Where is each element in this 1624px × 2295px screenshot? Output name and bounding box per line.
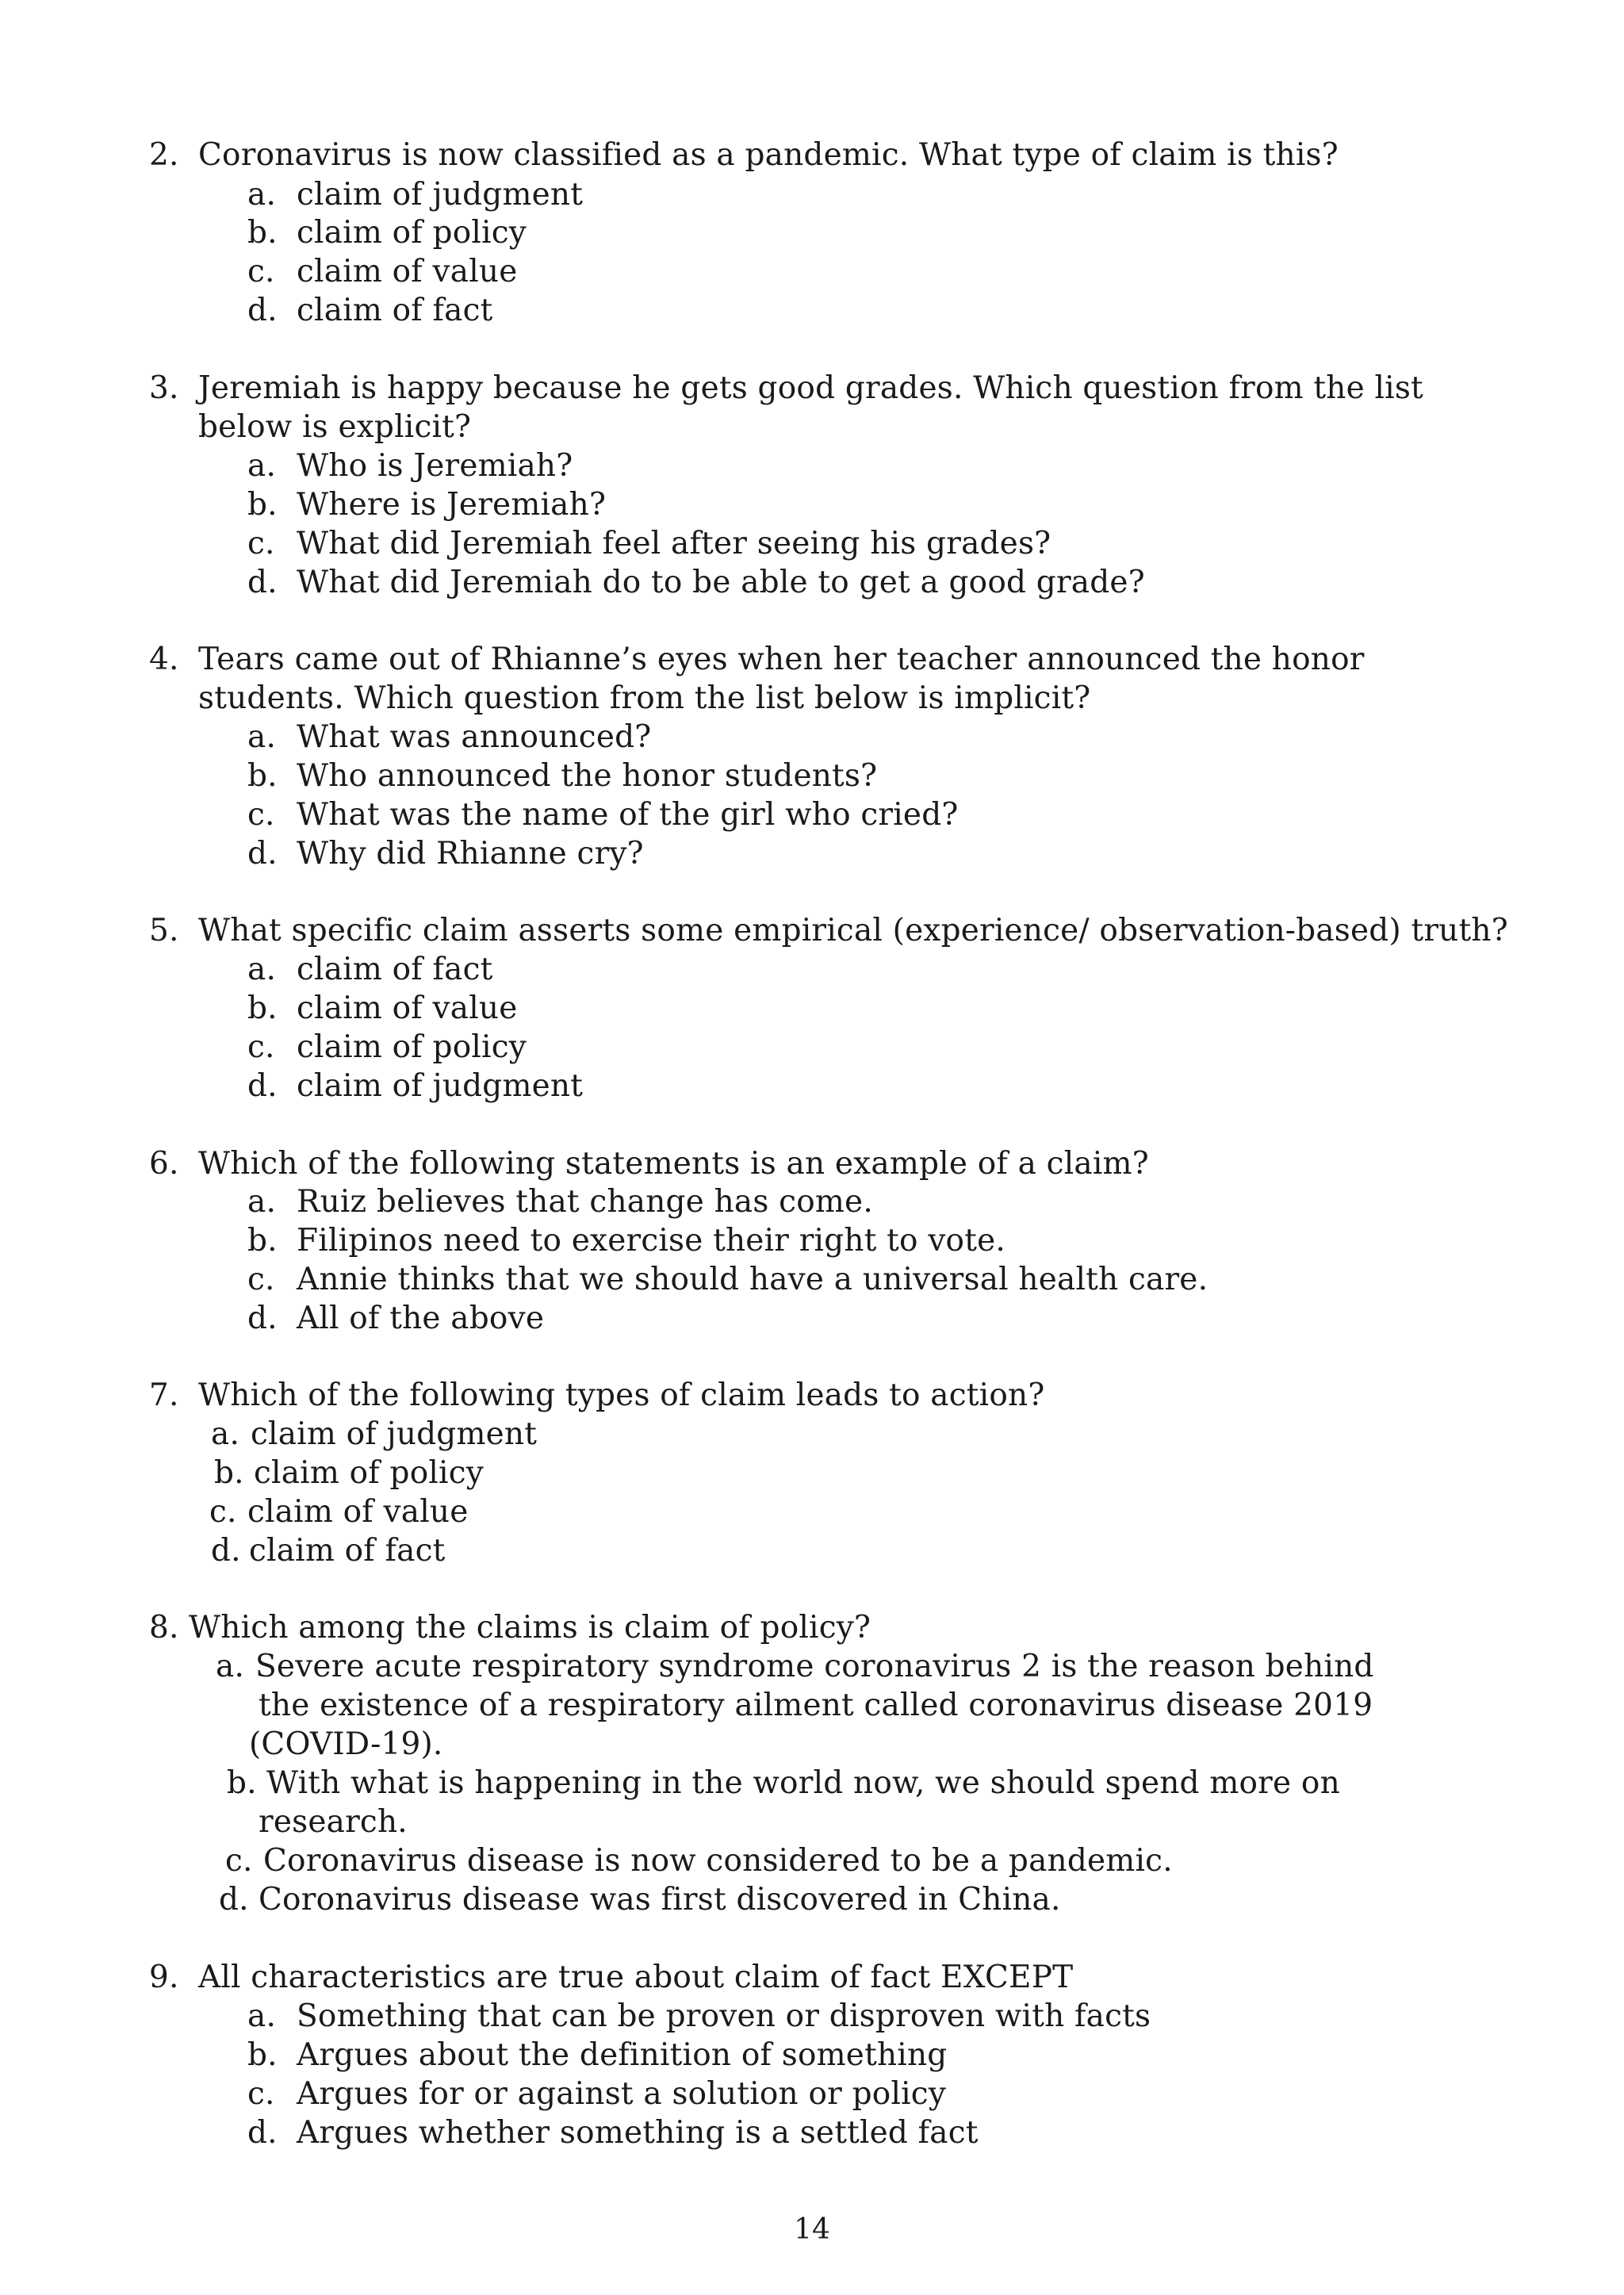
q9-option-a-text: Something that can be proven or disproven with facts <box>297 1998 1151 2034</box>
q7-option-a-letter: a. <box>211 1416 240 1452</box>
question-3-number: 3. <box>149 370 179 406</box>
q4-option-a-letter: a. <box>247 719 277 755</box>
q9-option-c-text: Argues for or against a solution or policy <box>297 2076 947 2112</box>
q3-option-a-text: Who is Jeremiah? <box>297 448 573 484</box>
question-4-number: 4. <box>149 642 179 677</box>
q8-option-d-text: Coronavirus disease was first discovered in China. <box>259 1882 1061 1918</box>
q8-option-d-letter: d. <box>219 1882 249 1918</box>
question-6-text: Which of the following statements is an example of a claim? <box>198 1146 1149 1182</box>
q8-option-b-text-cont: research. <box>259 1804 408 1840</box>
question-4-text: Tears came out of Rhianne’s eyes when her teacher announced the honor <box>198 642 1365 677</box>
q6-option-d-text: All of the above <box>297 1301 545 1336</box>
q2-option-d-text: claim of fact <box>297 293 493 328</box>
question-6-number: 6. <box>149 1146 179 1182</box>
q5-option-b-text: claim of value <box>297 990 518 1026</box>
q4-option-d-text: Why did Rhianne cry? <box>297 836 644 872</box>
q3-option-d-letter: d. <box>247 565 278 600</box>
q8-option-a-text-cont: the existence of a respiratory ailment called coronavirus disease 2019 <box>259 1688 1373 1723</box>
q2-option-b-text: claim of policy <box>297 215 527 251</box>
q5-option-a-letter: a. <box>247 952 277 987</box>
question-8-number: 8. <box>149 1610 179 1646</box>
question-7-text: Which of the following types of claim leads to action? <box>198 1377 1045 1413</box>
question-2-number: 2. <box>149 137 179 173</box>
q8-option-b-text: With what is happening in the world now, we should spend more on <box>266 1765 1340 1801</box>
q3-option-c-text: What did Jeremiah feel after seeing his grades? <box>297 526 1051 561</box>
q9-option-b-text: Argues about the definition of something <box>297 2037 948 2073</box>
q6-option-d-letter: d. <box>247 1301 278 1336</box>
q3-option-c-letter: c. <box>247 526 275 561</box>
q9-option-d-text: Argues whether something is a settled fact <box>297 2115 979 2151</box>
q4-option-d-letter: d. <box>247 836 278 872</box>
q8-option-c-text: Coronavirus disease is now considered to be a pandemic. <box>263 1843 1173 1879</box>
question-3-text-cont: below is explicit? <box>198 409 472 445</box>
q7-option-c-text: claim of value <box>247 1494 469 1530</box>
q3-option-d-text: What did Jeremiah do to be able to get a good grade? <box>297 565 1145 600</box>
q2-option-d-letter: d. <box>247 293 278 328</box>
question-5-text: What specific claim asserts some empirical (experience/ observation-based) truth? <box>198 913 1508 948</box>
question-9-text: All characteristics are true about claim of fact EXCEPT <box>198 1960 1074 1995</box>
question-5-number: 5. <box>149 913 179 948</box>
q9-option-d-letter: d. <box>247 2115 278 2151</box>
question-3-text: Jeremiah is happy because he gets good grades. Which question from the list <box>198 370 1423 406</box>
q5-option-d-text: claim of judgment <box>297 1068 584 1104</box>
q8-option-a-text-cont-2: (COVID-19). <box>249 1726 443 1762</box>
q8-option-a-letter: a. <box>216 1649 245 1684</box>
q9-option-a-letter: a. <box>247 1998 277 2034</box>
question-7-number: 7. <box>149 1377 179 1413</box>
q4-option-a-text: What was announced? <box>297 719 652 755</box>
q2-option-c-text: claim of value <box>297 254 518 289</box>
q8-option-a-text: Severe acute respiratory syndrome coronavirus 2 is the reason behind <box>255 1649 1374 1684</box>
q3-option-a-letter: a. <box>247 448 277 484</box>
question-8-text: Which among the claims is claim of policy? <box>189 1610 871 1646</box>
question-4-text-cont: students. Which question from the list below is implicit? <box>198 680 1091 716</box>
q5-option-d-letter: d. <box>247 1068 278 1104</box>
q7-option-d-letter: d. <box>211 1533 241 1569</box>
q9-option-b-letter: b. <box>247 2037 278 2073</box>
q6-option-a-letter: a. <box>247 1184 277 1220</box>
q4-option-b-text: Who announced the honor students? <box>297 758 878 794</box>
q8-option-c-letter: c. <box>225 1843 253 1879</box>
q2-option-a-text: claim of judgment <box>297 177 584 213</box>
q6-option-c-letter: c. <box>247 1262 275 1297</box>
q6-option-c-text: Annie thinks that we should have a universal health care. <box>297 1262 1208 1297</box>
q2-option-a-letter: a. <box>247 177 277 213</box>
question-9-number: 9. <box>149 1960 179 1995</box>
question-2-text: Coronavirus is now classified as a pandemic. What type of claim is this? <box>198 137 1339 173</box>
q4-option-c-text: What was the name of the girl who cried? <box>297 797 959 833</box>
q6-option-b-letter: b. <box>247 1223 278 1259</box>
q9-option-c-letter: c. <box>247 2076 275 2112</box>
q8-option-b-letter: b. <box>227 1765 257 1801</box>
q7-option-c-letter: c. <box>209 1494 237 1530</box>
q5-option-c-text: claim of policy <box>297 1029 527 1065</box>
page-number: 14 <box>794 2213 830 2246</box>
q7-option-b-letter: b. <box>214 1455 244 1491</box>
q5-option-b-letter: b. <box>247 990 278 1026</box>
q5-option-a-text: claim of fact <box>297 952 493 987</box>
q4-option-b-letter: b. <box>247 758 278 794</box>
q2-option-c-letter: c. <box>247 254 275 289</box>
q6-option-b-text: Filipinos need to exercise their right to vote. <box>297 1223 1005 1259</box>
q3-option-b-text: Where is Jeremiah? <box>297 487 607 523</box>
q5-option-c-letter: c. <box>247 1029 275 1065</box>
q7-option-b-text: claim of policy <box>254 1455 484 1491</box>
q7-option-a-text: claim of judgment <box>251 1416 538 1452</box>
q2-option-b-letter: b. <box>247 215 278 251</box>
q4-option-c-letter: c. <box>247 797 275 833</box>
q7-option-d-text: claim of fact <box>249 1533 446 1569</box>
q3-option-b-letter: b. <box>247 487 278 523</box>
q6-option-a-text: Ruiz believes that change has come. <box>297 1184 873 1220</box>
